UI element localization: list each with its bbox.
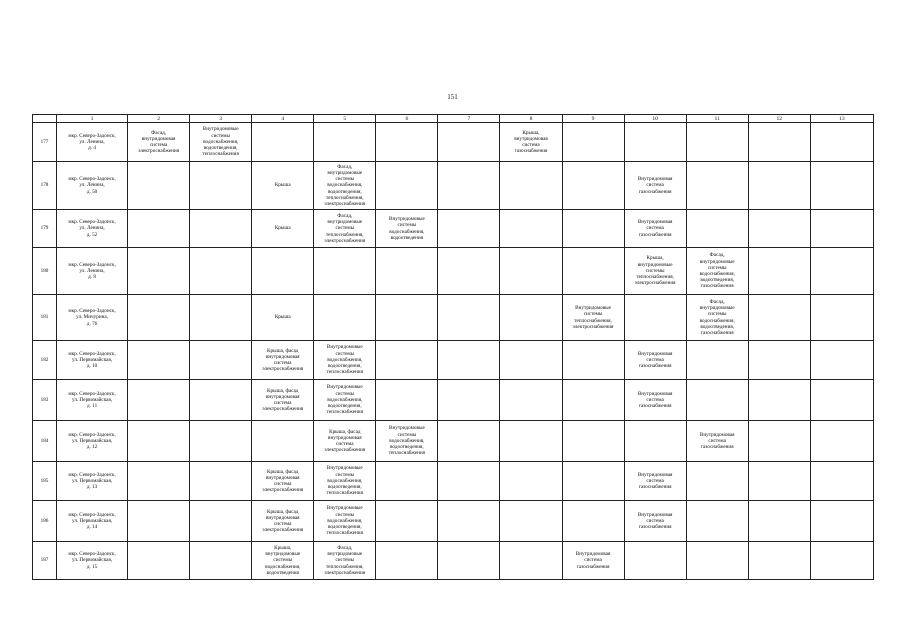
address-cell: мкр. Северо-Задонск, ул. Первомайская, д. 13 [57, 462, 128, 501]
work-cell [686, 380, 748, 421]
work-cell [252, 123, 314, 162]
work-cell [128, 162, 190, 210]
row-number-cell: 182 [33, 341, 57, 380]
work-cell [748, 542, 810, 580]
work-cell: Внутридомовая система газоснабжения [624, 210, 686, 248]
work-cell [686, 542, 748, 580]
work-cell: Внутридомовая система газоснабжения [624, 162, 686, 210]
work-cell: Крыша, фасад внутридомовая система электроснабжения [252, 380, 314, 421]
row-number-cell: 184 [33, 421, 57, 462]
column-number: 10 [624, 115, 686, 123]
work-cell [500, 421, 562, 462]
work-cell [190, 162, 252, 210]
column-number: 7 [438, 115, 500, 123]
work-cell: Фасад, внутридомовые системы водоснабжения, водоотведения, теплоснабжения, электроснабжения [314, 162, 376, 210]
header-corner-cell [33, 115, 57, 123]
work-cell [562, 123, 624, 162]
work-cell: Внутридомовая система газоснабжения [624, 341, 686, 380]
work-cell [810, 295, 873, 341]
work-cell: Внутридомовые системы водоснабжения, водоотведения, теплоснабжения [190, 123, 252, 162]
column-number: 5 [314, 115, 376, 123]
table-row [33, 248, 874, 295]
work-cell: Крыша, фасад внутридомовая система электроснабжения [252, 341, 314, 380]
table-row [33, 210, 874, 248]
row-number-cell: 181 [33, 295, 57, 341]
work-cell [438, 380, 500, 421]
work-cell [810, 501, 873, 542]
work-cell [810, 210, 873, 248]
work-cell [500, 210, 562, 248]
work-cell [810, 462, 873, 501]
work-cell [562, 341, 624, 380]
address-cell: мкр. Северо-Задонск, ул. Первомайская, д. 10 [57, 341, 128, 380]
work-cell: Фасад, внутридомовые системы водоснабжения, водоотведения, газоснабжения [686, 295, 748, 341]
work-cell [438, 421, 500, 462]
work-cell [748, 421, 810, 462]
work-cell: Внутридомовые системы водоснабжения, водоотведения, теплоснабжения [314, 380, 376, 421]
work-cell: Крыша [252, 162, 314, 210]
work-cell [314, 248, 376, 295]
row-number-cell: 185 [33, 462, 57, 501]
work-cell [190, 421, 252, 462]
work-cell [562, 462, 624, 501]
column-number: 8 [500, 115, 562, 123]
work-cell: Внутридомовая система газоснабжения [686, 421, 748, 462]
work-cell [252, 248, 314, 295]
work-cell [438, 123, 500, 162]
work-cell [190, 462, 252, 501]
work-cell [686, 162, 748, 210]
work-cell [748, 380, 810, 421]
work-cell: Фасад, внутридомовые системы водоснабжения, водоотведения, газоснабжения [686, 248, 748, 295]
work-cell [810, 162, 873, 210]
work-cell [128, 295, 190, 341]
work-cell: Внутридомовая система газоснабжения [624, 462, 686, 501]
work-cell [376, 341, 438, 380]
work-cell [500, 162, 562, 210]
work-cell: Крыша, фасад внутридомовая система электроснабжения [314, 421, 376, 462]
work-cell [376, 162, 438, 210]
column-number-row [33, 115, 874, 123]
work-cell: Внутридомовые системы теплоснабжения, электроснабжения [562, 295, 624, 341]
table-row [33, 380, 874, 421]
work-cell [190, 341, 252, 380]
row-number-cell: 187 [33, 542, 57, 580]
work-cell [376, 380, 438, 421]
work-cell [748, 248, 810, 295]
column-number: 2 [128, 115, 190, 123]
work-cell [500, 248, 562, 295]
column-number: 13 [810, 115, 873, 123]
work-cell [624, 542, 686, 580]
column-number: 11 [686, 115, 748, 123]
work-cell [810, 421, 873, 462]
work-cell [438, 248, 500, 295]
address-cell: мкр. Северо-Задонск, ул. Первомайская, д. 15 [57, 542, 128, 580]
work-cell: Фасад, внутридомовые системы теплоснабжения, электроснабжения [314, 542, 376, 580]
work-cell [128, 501, 190, 542]
table-row [33, 341, 874, 380]
table-row [33, 421, 874, 462]
work-cell [562, 421, 624, 462]
work-cell [500, 501, 562, 542]
work-cell: Внутридомовые системы водоснабжения, водоотведения, теплоснабжения [314, 501, 376, 542]
work-cell [686, 210, 748, 248]
work-cell [500, 341, 562, 380]
work-cell [438, 295, 500, 341]
work-cell [810, 542, 873, 580]
work-cell: Фасад, внутридомовая система электроснабжения [128, 123, 190, 162]
row-number-cell: 183 [33, 380, 57, 421]
work-cell: Внутридомовая система газоснабжения [562, 542, 624, 580]
work-cell [810, 123, 873, 162]
work-cell: Крыша, фасад внутридомовая система электроснабжения [252, 462, 314, 501]
column-number: 12 [748, 115, 810, 123]
work-cell: Внутридомовые системы водоснабжения, водоотведения, теплоснабжения [376, 421, 438, 462]
work-cell [376, 295, 438, 341]
work-cell [190, 248, 252, 295]
work-cell [252, 421, 314, 462]
column-number: 1 [57, 115, 128, 123]
work-cell [190, 380, 252, 421]
work-cell [748, 341, 810, 380]
table-row [33, 462, 874, 501]
work-cell [190, 542, 252, 580]
column-number: 6 [376, 115, 438, 123]
work-cell [748, 462, 810, 501]
work-cell [314, 295, 376, 341]
table-row [33, 123, 874, 162]
work-cell [562, 162, 624, 210]
work-cell [314, 123, 376, 162]
work-cell: Внутридомовые системы водоснабжения, водоотведения, теплоснабжения [314, 462, 376, 501]
work-cell [128, 462, 190, 501]
work-cell: Крыша [252, 295, 314, 341]
work-cell: Крыша, внутридомовые системы теплоснабжения, электроснабжения [624, 248, 686, 295]
row-number-cell: 178 [33, 162, 57, 210]
column-number: 9 [562, 115, 624, 123]
table-row [33, 542, 874, 580]
work-cell [376, 542, 438, 580]
address-cell: мкр. Северо-Задонск, ул. Ленина, д. 8 [57, 248, 128, 295]
work-cell [438, 162, 500, 210]
work-cell [562, 248, 624, 295]
table-row [33, 295, 874, 341]
work-cell [686, 462, 748, 501]
address-cell: мкр. Северо-Задонск, ул. Ленина, д. 4 [57, 123, 128, 162]
work-cell [376, 501, 438, 542]
column-number: 3 [190, 115, 252, 123]
work-cell [562, 501, 624, 542]
work-cell [810, 341, 873, 380]
work-cell [190, 501, 252, 542]
work-cell [748, 162, 810, 210]
table-row [33, 501, 874, 542]
work-cell [376, 462, 438, 501]
work-cell: Внутридомовая система газоснабжения [624, 501, 686, 542]
work-cell [810, 380, 873, 421]
work-cell [376, 248, 438, 295]
work-cell: Внутридомовые системы водоснабжения, водоотведения, теплоснабжения [314, 341, 376, 380]
work-cell [190, 210, 252, 248]
row-number-cell: 180 [33, 248, 57, 295]
work-cell [748, 501, 810, 542]
address-cell: мкр. Северо-Задонск, ул. Ленина, д. 50 [57, 162, 128, 210]
work-cell [438, 501, 500, 542]
work-cell [438, 210, 500, 248]
work-cell [686, 341, 748, 380]
work-cell [128, 542, 190, 580]
work-cell [500, 380, 562, 421]
work-cell [376, 123, 438, 162]
address-cell: мкр. Северо-Задонск, ул. Первомайская, д. 11 [57, 380, 128, 421]
work-cell [128, 380, 190, 421]
work-cell: Фасад, внутридомовые системы теплоснабжения, электроснабжения [314, 210, 376, 248]
work-cell [748, 210, 810, 248]
work-cell [500, 462, 562, 501]
work-cell [500, 542, 562, 580]
work-cell [190, 295, 252, 341]
work-cell [562, 380, 624, 421]
page-number: 151 [447, 93, 458, 101]
work-cell [128, 341, 190, 380]
work-cell [748, 295, 810, 341]
work-cell [686, 501, 748, 542]
work-cell [810, 248, 873, 295]
address-cell: мкр. Северо-Задонск, ул. Первомайская, д. 14 [57, 501, 128, 542]
work-cell [128, 421, 190, 462]
work-cell: Крыша, внутридомовые системы водоснабжения, водоотведения [252, 542, 314, 580]
row-number-cell: 186 [33, 501, 57, 542]
work-cell [562, 210, 624, 248]
work-cell: Внутридомовая система газоснабжения [624, 380, 686, 421]
work-cell [624, 123, 686, 162]
column-number: 4 [252, 115, 314, 123]
table-row [33, 162, 874, 210]
repair-schedule-table [32, 114, 874, 580]
work-cell [748, 123, 810, 162]
work-cell: Крыша [252, 210, 314, 248]
work-cell [438, 462, 500, 501]
row-number-cell: 179 [33, 210, 57, 248]
address-cell: мкр. Северо-Задонск, ул. Первомайская, д. 12 [57, 421, 128, 462]
address-cell: мкр. Северо-Задонск, ул. Мичурина, д. 76 [57, 295, 128, 341]
work-cell: Крыша, внутридомовая система газоснабжения [500, 123, 562, 162]
address-cell: мкр. Северо-Задонск, ул. Ленина, д. 52 [57, 210, 128, 248]
work-cell [686, 123, 748, 162]
work-cell [438, 341, 500, 380]
work-cell [500, 295, 562, 341]
work-cell [128, 248, 190, 295]
work-cell: Крыша, фасад внутридомовая система электроснабжения [252, 501, 314, 542]
work-cell [624, 295, 686, 341]
work-cell [624, 421, 686, 462]
work-cell [438, 542, 500, 580]
row-number-cell: 177 [33, 123, 57, 162]
work-cell: Внутридомовые системы водоснабжения, водоотведения [376, 210, 438, 248]
work-cell [128, 210, 190, 248]
